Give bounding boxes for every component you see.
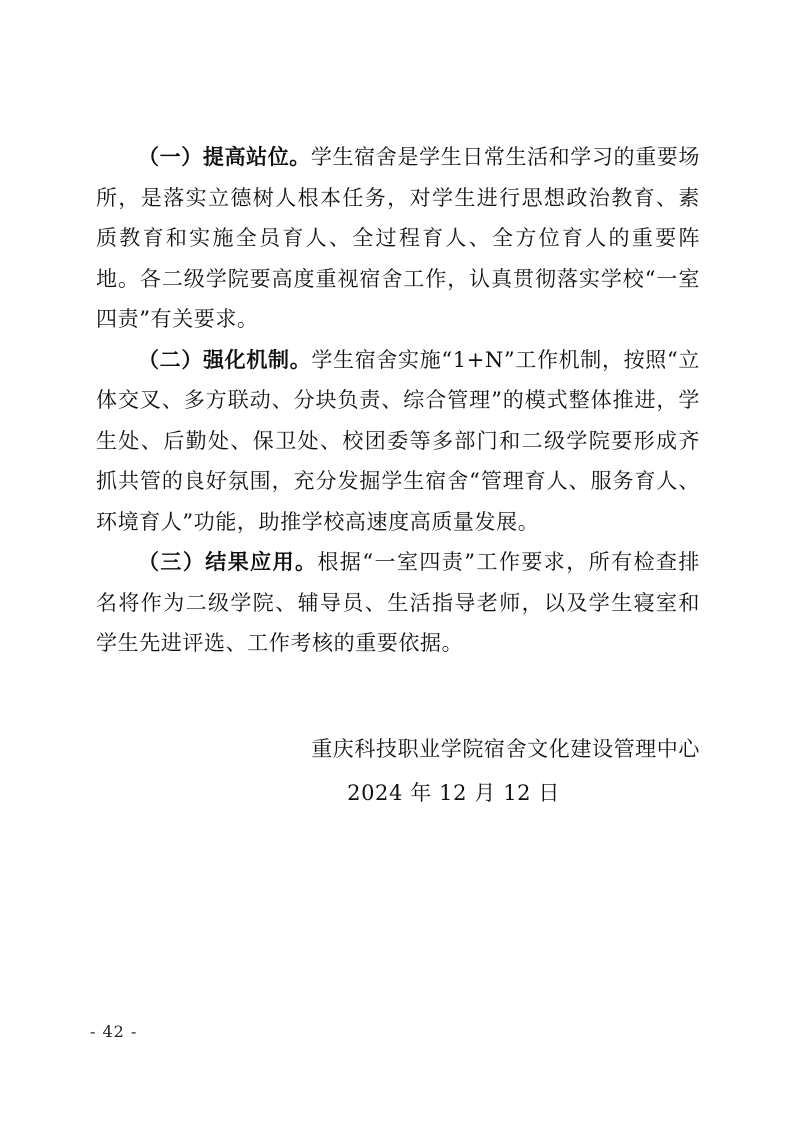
paragraph-text: 学生宿舍实施“1+N”工作机制，按照“立体交叉、多方联动、分块负责、综合管理”的模式整体推进，学生处、后勤处、保卫处、校团委等多部门和二级学院要形成齐抓共管的良好氛围，充分发掘学生宿舍“管理育人、服务育人、环境育人”功能，助推学校高速度高质量发展。 (96, 347, 700, 534)
page-number: - 42 - (90, 1022, 138, 1041)
paragraph-strengthen-mechanism (96, 340, 700, 543)
paragraph-heading: （二）强化机制。 (138, 347, 312, 372)
paragraph-raise-position (96, 137, 700, 340)
paragraph-text: 学生宿舍是学生日常生活和学习的重要场所，是落实立德树人根本任务，对学生进行思想政治教育、素质教育和实施全员育人、全过程育人、全方位育人的重要阵地。各二级学院要高度重视宿舍工作，认真贯彻落实学校“一室四责”有关要求。 (96, 145, 700, 331)
paragraph-heading: （三）结果应用。 (138, 550, 318, 574)
signature-date: 2024 年 12 月 12 日 (347, 781, 560, 805)
paragraph-result-application (96, 542, 700, 664)
paragraph-text: 根据“一室四责”工作要求，所有检查排名将作为二级学院、辅导员、生活指导老师，以及学生寝室和学生先进评选、工作考核的重要依据。 (96, 550, 700, 655)
document-body (96, 137, 700, 664)
paragraph-heading: （一）提高站位。 (138, 145, 311, 169)
signature-organization: 重庆科技职业学院宿舍文化建设管理中心 (311, 737, 700, 761)
